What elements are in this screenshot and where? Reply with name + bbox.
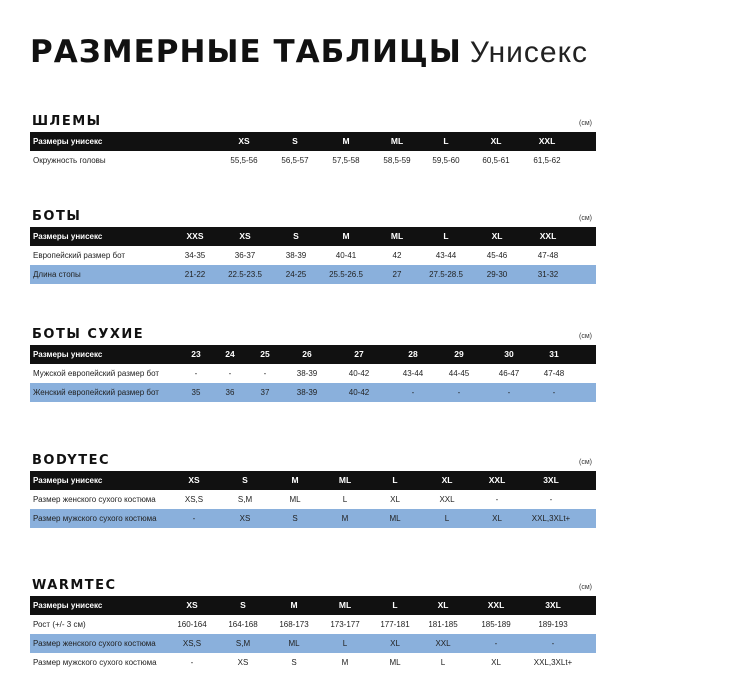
row-label: Размер мужского сухого костюма — [33, 514, 157, 523]
table-cell: 40-41 — [335, 251, 357, 260]
size-header-cell: 3XL — [543, 475, 559, 485]
table-cell: L — [440, 658, 446, 667]
table-row — [30, 364, 596, 383]
table-cell: 40-42 — [348, 369, 370, 378]
table-cell: 37 — [260, 388, 270, 397]
size-header-cell: 3XL — [545, 600, 561, 610]
row-label: Длина стопы — [33, 270, 81, 279]
size-header-cell: XL — [437, 600, 449, 610]
size-header-cell: XL — [491, 231, 503, 241]
size-header-cell: L — [443, 136, 449, 146]
table-cell: 56,5-57 — [281, 156, 309, 165]
size-header-cell: 25 — [260, 349, 270, 359]
size-table-helmets — [30, 114, 596, 170]
table-cell: - — [495, 495, 499, 504]
size-header-cell: 27 — [354, 349, 364, 359]
row-label: Размеры унисекс — [33, 232, 103, 241]
size-table-dry-boots — [30, 327, 596, 402]
table-header-row — [30, 596, 596, 615]
table-cell: M — [341, 514, 349, 523]
table-header-row — [30, 132, 596, 151]
size-header-cell: XXL — [539, 231, 557, 241]
size-header-cell: ML — [390, 136, 404, 146]
table-cell: - — [549, 495, 553, 504]
table-cell: 43-44 — [435, 251, 457, 260]
table-cell: 25.5-26.5 — [329, 270, 363, 279]
table-cell: 24-25 — [285, 270, 307, 279]
row-label: Размер женского сухого костюма — [33, 495, 156, 504]
row-label: Размер мужского сухого костюма — [33, 658, 157, 667]
table-cell: 164-168 — [228, 620, 258, 629]
table-cell: 36-37 — [234, 251, 256, 260]
table-header-row — [30, 471, 596, 490]
table-cell: XS,S — [182, 639, 202, 648]
section-header — [30, 209, 596, 227]
section-title: WARMTEC — [32, 578, 117, 593]
unit-label: (см) — [579, 120, 592, 127]
size-header-cell: XXL — [488, 475, 506, 485]
table-cell: 46-47 — [498, 369, 520, 378]
row-label: Размеры унисекс — [33, 476, 103, 485]
page-title — [30, 34, 588, 70]
table-cell: 43-44 — [402, 369, 424, 378]
section-title: BODYTEC — [32, 453, 111, 468]
size-header-cell: XXL — [538, 136, 556, 146]
table-cell: 177-181 — [380, 620, 410, 629]
size-header-cell: XS — [188, 475, 200, 485]
size-header-cell: S — [240, 600, 246, 610]
table-row — [30, 615, 596, 634]
table-cell: 44-45 — [448, 369, 470, 378]
size-header-cell: 30 — [504, 349, 514, 359]
size-header-cell: L — [443, 231, 449, 241]
table-cell: 189-193 — [538, 620, 568, 629]
size-header-cell: ML — [390, 231, 404, 241]
page-title-main: РАЗМЕРНЫЕ ТАБЛИЦЫ — [30, 34, 462, 70]
table-cell: 27.5-28.5 — [429, 270, 463, 279]
size-table-boots — [30, 209, 596, 284]
table-cell: - — [192, 514, 196, 523]
size-header-cell: M — [291, 475, 299, 485]
table-cell: ML — [289, 495, 301, 504]
table-cell: XL — [390, 495, 400, 504]
unit-label: (см) — [579, 459, 592, 466]
size-header-cell: 29 — [454, 349, 464, 359]
table-cell: 61,5-62 — [533, 156, 561, 165]
size-header-cell: 31 — [549, 349, 559, 359]
table-cell: M — [341, 658, 349, 667]
table-cell: ML — [389, 514, 401, 523]
table-cell: 34-35 — [184, 251, 206, 260]
table-cell: 160-164 — [177, 620, 207, 629]
section-header — [30, 578, 596, 596]
row-label: Рост (+/- 3 см) — [33, 620, 86, 629]
table-cell: 38-39 — [296, 388, 318, 397]
table-cell: 38-39 — [296, 369, 318, 378]
table-row — [30, 653, 596, 672]
size-header-cell: ML — [338, 475, 352, 485]
section-header — [30, 327, 596, 345]
table-cell: ML — [288, 639, 300, 648]
table-cell: 55,5-56 — [230, 156, 258, 165]
section-title: ШЛЕМЫ — [32, 114, 102, 129]
row-label: Размеры унисекс — [33, 137, 103, 146]
page-title-sub: Унисекс — [469, 36, 589, 69]
table-cell: L — [342, 495, 348, 504]
table-row — [30, 490, 596, 509]
table-cell: 29-30 — [486, 270, 508, 279]
size-header-cell: 23 — [191, 349, 201, 359]
table-row — [30, 151, 596, 170]
table-cell: S — [291, 658, 297, 667]
section-header — [30, 114, 596, 132]
table-cell: - — [507, 388, 511, 397]
table-cell: - — [551, 639, 555, 648]
unit-label: (см) — [579, 584, 592, 591]
table-cell: 42 — [392, 251, 402, 260]
size-header-cell: XL — [441, 475, 453, 485]
size-header-cell: ML — [338, 600, 352, 610]
table-cell: ML — [389, 658, 401, 667]
table-header-row — [30, 227, 596, 246]
table-cell: L — [342, 639, 348, 648]
table-row — [30, 383, 596, 402]
table-row — [30, 634, 596, 653]
table-cell: 21-22 — [184, 270, 206, 279]
table-cell: XL — [390, 639, 400, 648]
table-cell: 168-173 — [279, 620, 309, 629]
table-cell: XXL,3XLt+ — [533, 658, 573, 667]
size-header-cell: XXL — [487, 600, 505, 610]
table-cell: XXL — [439, 495, 455, 504]
table-row — [30, 509, 596, 528]
table-cell: - — [411, 388, 415, 397]
size-header-cell: XXS — [186, 231, 204, 241]
unit-label: (см) — [579, 333, 592, 340]
row-label: Мужской европейский размер бот — [33, 369, 160, 378]
row-label: Размер женского сухого костюма — [33, 639, 156, 648]
size-table-bodytec — [30, 453, 596, 528]
table-cell: 35 — [191, 388, 201, 397]
size-header-cell: M — [290, 600, 298, 610]
table-cell: XS,S — [184, 495, 204, 504]
table-cell: 45-46 — [486, 251, 508, 260]
table-cell: 40-42 — [348, 388, 370, 397]
size-header-cell: XS — [238, 136, 250, 146]
row-label: Размеры унисекс — [33, 601, 103, 610]
table-cell: S,M — [235, 639, 251, 648]
table-cell: 36 — [225, 388, 235, 397]
table-cell: XXL — [435, 639, 451, 648]
size-header-cell: L — [392, 475, 398, 485]
table-cell: - — [494, 639, 498, 648]
table-cell: - — [228, 369, 232, 378]
size-header-cell: M — [342, 231, 350, 241]
size-header-cell: 28 — [408, 349, 418, 359]
table-cell: - — [457, 388, 461, 397]
size-header-cell: 24 — [225, 349, 235, 359]
table-cell: 58,5-59 — [383, 156, 411, 165]
table-cell: - — [190, 658, 194, 667]
table-cell: L — [444, 514, 450, 523]
table-cell: XXL,3XLt+ — [531, 514, 571, 523]
size-header-cell: XS — [239, 231, 251, 241]
table-cell: 38-39 — [285, 251, 307, 260]
table-cell: 60,5-61 — [482, 156, 510, 165]
table-cell: 57,5-58 — [332, 156, 360, 165]
table-cell: - — [194, 369, 198, 378]
table-cell: 185-189 — [481, 620, 511, 629]
table-cell: 22.5-23.5 — [228, 270, 262, 279]
size-header-cell: 26 — [302, 349, 312, 359]
unit-label: (см) — [579, 215, 592, 222]
table-cell: S,M — [237, 495, 253, 504]
table-cell: XL — [492, 514, 502, 523]
size-header-cell: S — [242, 475, 248, 485]
row-label: Европейский размер бот — [33, 251, 126, 260]
table-cell: XL — [491, 658, 501, 667]
row-label: Окружность головы — [33, 156, 106, 165]
table-cell: 59,5-60 — [432, 156, 460, 165]
table-cell: XS — [237, 658, 249, 667]
row-label: Размеры унисекс — [33, 350, 103, 359]
table-cell: - — [263, 369, 267, 378]
size-header-cell: S — [293, 231, 299, 241]
size-header-cell: S — [292, 136, 298, 146]
table-header-row — [30, 345, 596, 364]
size-header-cell: M — [342, 136, 350, 146]
section-title: БОТЫ — [32, 209, 82, 224]
row-label: Женский европейский размер бот — [33, 388, 159, 397]
table-row — [30, 265, 596, 284]
size-header-cell: XL — [490, 136, 502, 146]
table-cell: 173-177 — [330, 620, 360, 629]
table-cell: - — [552, 388, 556, 397]
table-cell: 47-48 — [537, 251, 559, 260]
table-cell: 31-32 — [537, 270, 559, 279]
table-cell: 181-185 — [428, 620, 458, 629]
section-header — [30, 453, 596, 471]
table-cell: 47-48 — [543, 369, 565, 378]
table-cell: 27 — [392, 270, 402, 279]
size-header-cell: XS — [186, 600, 198, 610]
size-header-cell: L — [392, 600, 398, 610]
table-cell: XS — [239, 514, 251, 523]
table-row — [30, 246, 596, 265]
size-table-warmtec — [30, 578, 596, 672]
section-title: БОТЫ СУХИЕ — [32, 327, 145, 342]
table-cell: S — [292, 514, 298, 523]
